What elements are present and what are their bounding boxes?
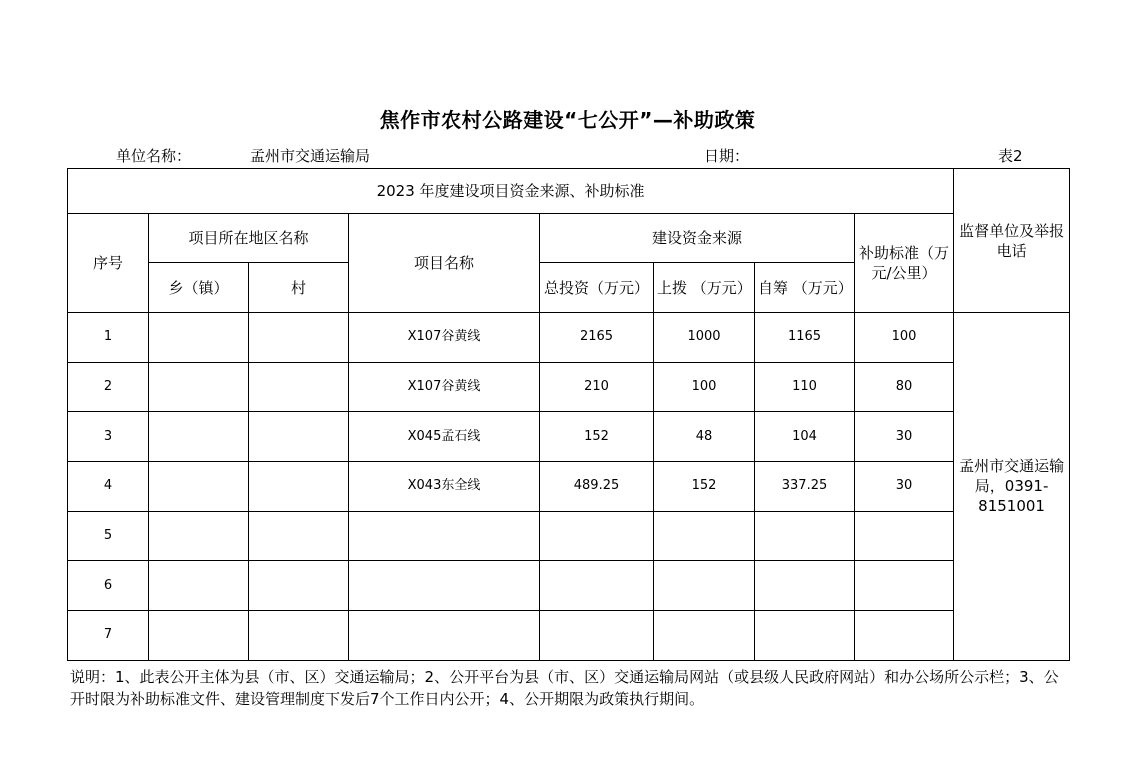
total-investment-cell: 210 xyxy=(540,362,654,412)
self-raised-funds-cell: 104 xyxy=(755,412,855,462)
total-investment-cell: 2165 xyxy=(540,313,654,363)
township-cell xyxy=(149,561,249,611)
project-name-header: 项目名称 xyxy=(349,214,540,313)
project-name-cell: X045孟石线 xyxy=(349,412,540,462)
table-number: 表2 xyxy=(998,147,1023,165)
total-investment-cell xyxy=(540,611,654,661)
total-investment-header: 总投资（万元） xyxy=(540,263,654,313)
subsidy-standard-cell: 30 xyxy=(855,462,954,512)
seq-cell: 1 xyxy=(68,313,149,363)
township-cell xyxy=(149,611,249,661)
subsidy-standard-cell: 30 xyxy=(855,412,954,462)
allocated-funds-cell: 48 xyxy=(654,412,755,462)
project-name-cell: X043东全线 xyxy=(349,462,540,512)
township-cell xyxy=(149,462,249,512)
seq-cell: 6 xyxy=(68,561,149,611)
village-cell xyxy=(249,511,349,561)
self-raised-funds-cell xyxy=(755,511,855,561)
self-raised-funds-cell: 337.25 xyxy=(755,462,855,512)
subsidy-standard-cell: 100 xyxy=(855,313,954,363)
project-name-cell xyxy=(349,611,540,661)
region-header: 项目所在地区名称 xyxy=(149,214,349,263)
supervisor-contact: 孟州市交通运输局，0391-8151001 xyxy=(954,313,1070,661)
section-header-row xyxy=(68,169,1070,214)
seq-cell: 5 xyxy=(68,511,149,561)
total-investment-cell xyxy=(540,511,654,561)
project-name-cell xyxy=(349,561,540,611)
township-cell xyxy=(149,313,249,363)
township-cell xyxy=(149,511,249,561)
allocated-funds-cell xyxy=(654,611,755,661)
self-raised-funds-cell xyxy=(755,611,855,661)
township-cell xyxy=(149,412,249,462)
table-row xyxy=(68,362,1070,412)
seq-cell: 2 xyxy=(68,362,149,412)
total-investment-cell xyxy=(540,561,654,611)
township-cell xyxy=(149,362,249,412)
village-cell xyxy=(249,462,349,512)
allocated-funds-cell: 152 xyxy=(654,462,755,512)
unit-name-value: 孟州市交通运输局 xyxy=(250,147,371,165)
section-header: 2023 年度建设项目资金来源、补助标准 xyxy=(68,169,954,214)
township-header: 乡（镇） xyxy=(149,263,249,313)
self-raised-funds-cell: 110 xyxy=(755,362,855,412)
table-row xyxy=(68,462,1070,512)
table-body xyxy=(68,313,1070,661)
self-raised-funds-header: 自筹 （万元） xyxy=(755,263,855,313)
project-name-cell: X107谷黄线 xyxy=(349,362,540,412)
footnote: 说明：1、此表公开主体为县（市、区）交通运输局；2、公开平台为县（市、区）交通运输局网站（或县级人民政府网站）和办公场所公示栏；3、公开时限为补助标准文件、建设管理制度下发后7个工作日内公开；4、公开期限为政策执行期间。 xyxy=(70,668,1059,708)
allocated-funds-cell: 1000 xyxy=(654,313,755,363)
project-name-cell: X107谷黄线 xyxy=(349,313,540,363)
seq-cell: 4 xyxy=(68,462,149,512)
table-row xyxy=(68,561,1070,611)
village-cell xyxy=(249,313,349,363)
self-raised-funds-cell xyxy=(755,561,855,611)
subsidy-standard-cell xyxy=(855,611,954,661)
subsidy-standard-header: 补助标准（万元/公里） xyxy=(855,214,954,313)
village-cell xyxy=(249,611,349,661)
total-investment-cell: 152 xyxy=(540,412,654,462)
table-row xyxy=(68,313,1070,363)
allocated-funds-header: 上拨 （万元） xyxy=(654,263,755,313)
project-name-cell xyxy=(349,511,540,561)
seq-cell: 3 xyxy=(68,412,149,462)
unit-name-label: 单位名称： xyxy=(116,147,192,165)
allocated-funds-cell xyxy=(654,511,755,561)
table-row xyxy=(68,511,1070,561)
total-investment-cell: 489.25 xyxy=(540,462,654,512)
subsidy-standard-cell: 80 xyxy=(855,362,954,412)
subsidy-standard-cell xyxy=(855,561,954,611)
table-row xyxy=(68,611,1070,661)
document-title: 焦作市农村公路建设“七公开”—补助政策 xyxy=(379,108,756,132)
seq-cell: 7 xyxy=(68,611,149,661)
subsidy-table xyxy=(67,168,1070,661)
village-cell xyxy=(249,362,349,412)
village-cell xyxy=(249,561,349,611)
subsidy-standard-cell xyxy=(855,511,954,561)
self-raised-funds-cell: 1165 xyxy=(755,313,855,363)
column-header-row-1 xyxy=(68,214,1070,263)
funding-source-header: 建设资金来源 xyxy=(540,214,855,263)
allocated-funds-cell: 100 xyxy=(654,362,755,412)
village-header: 村 xyxy=(249,263,349,313)
village-cell xyxy=(249,412,349,462)
seq-header: 序号 xyxy=(68,214,149,313)
table-row xyxy=(68,412,1070,462)
date-label: 日期： xyxy=(704,147,750,165)
allocated-funds-cell xyxy=(654,561,755,611)
supervisor-header: 监督单位及举报电话 xyxy=(954,169,1070,313)
